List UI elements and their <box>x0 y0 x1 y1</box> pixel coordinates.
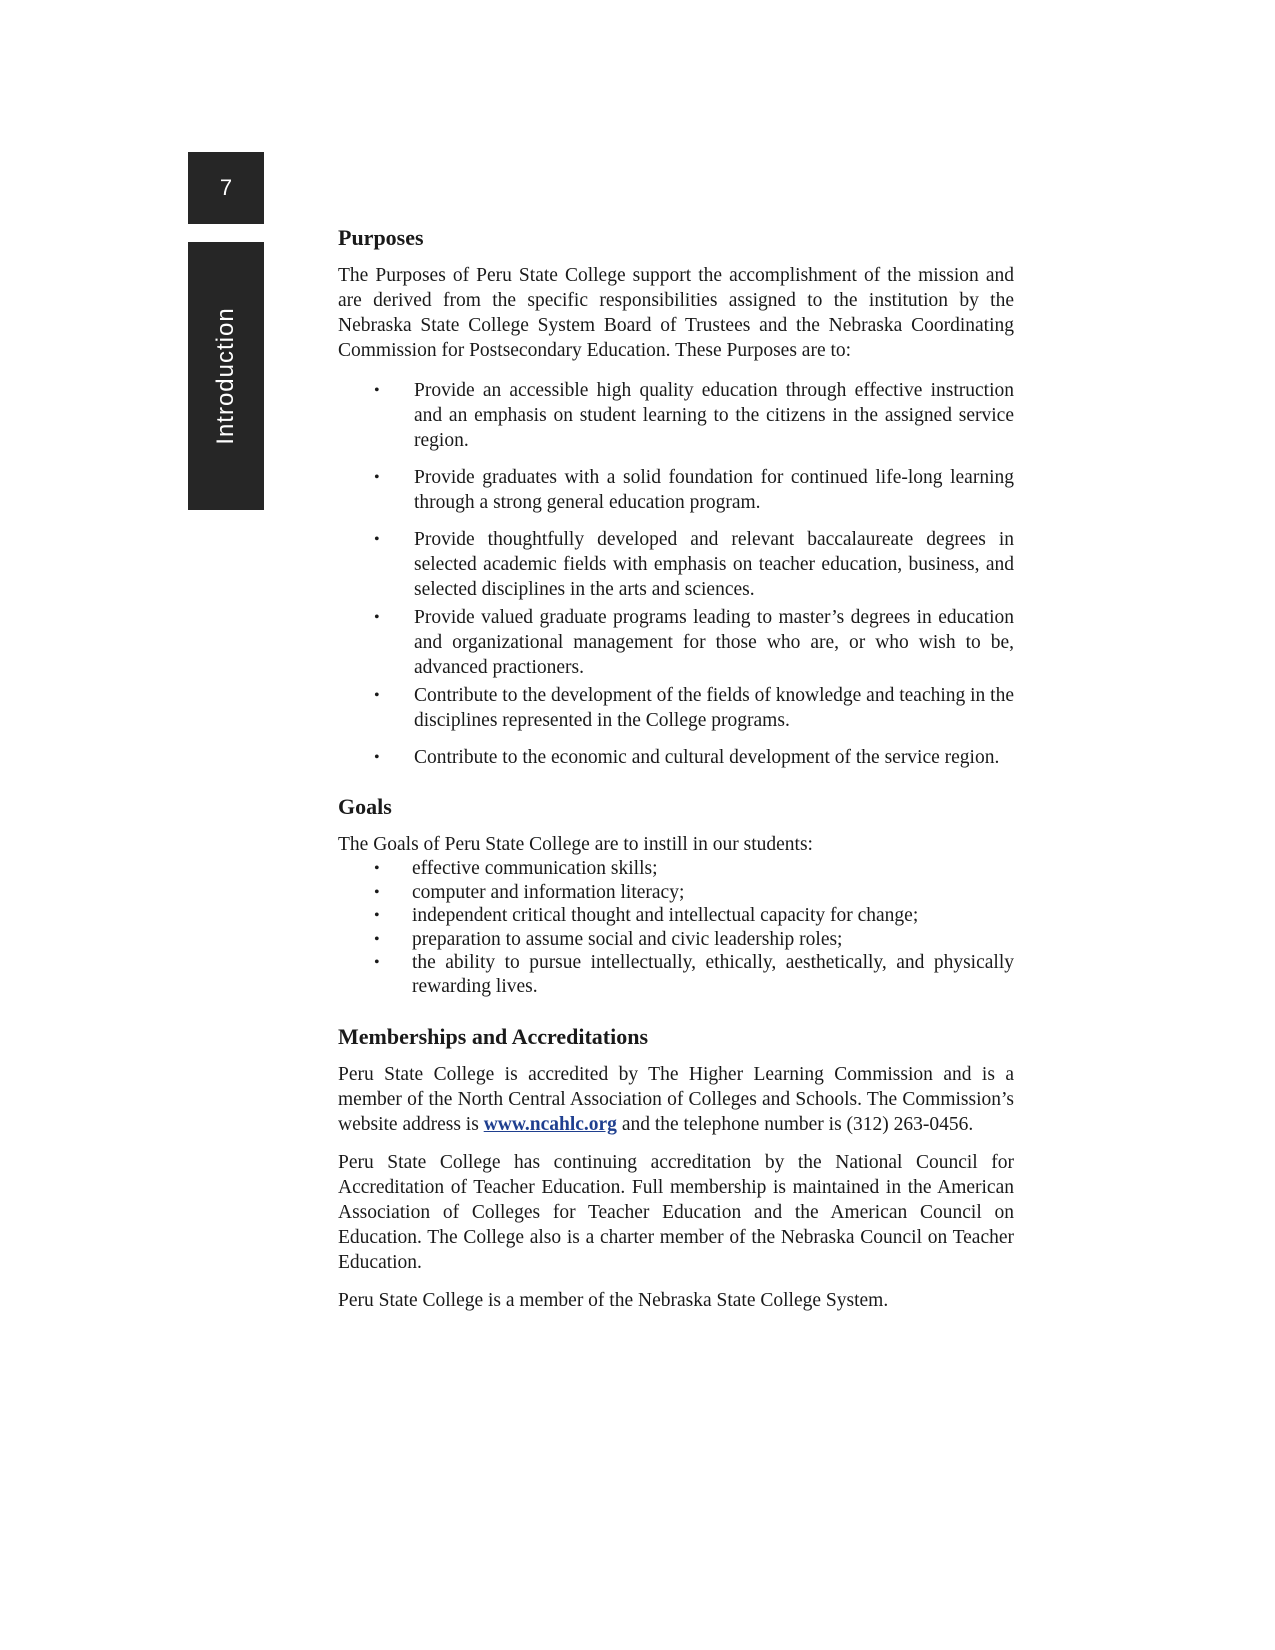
ncahlc-website-link[interactable]: www.ncahlc.org <box>483 1114 617 1135</box>
goals-intro: The Goals of Peru State College are to instill in our students: <box>338 834 813 855</box>
list-item: • computer and information literacy; <box>338 881 1014 905</box>
list-item: • effective communication skills; <box>338 857 1014 881</box>
section-tab <box>188 242 264 510</box>
list-item: • Contribute to the development of the fields of knowledge and teaching in the disciplines represented in the College programs. <box>338 683 1014 733</box>
page-number-tab <box>188 152 264 224</box>
memberships-heading: Memberships and Accreditations <box>338 1024 649 1049</box>
purposes-heading: Purposes <box>338 225 424 250</box>
memberships-paragraph-3: Peru State College is a member of the Nebraska State College System. <box>338 1290 889 1311</box>
memberships-text: and the telephone number is (312) 263-0456. <box>616 1114 974 1135</box>
memberships-paragraph-1 <box>338 1062 1014 1137</box>
list-item: • Provide graduates with a solid foundation for continued life-long learning through a strong general education program. <box>338 465 1014 515</box>
purposes-intro: The Purposes of Peru State College support the accomplishment of the mission and are derived from the specific responsibilities assigned to the institution by the Nebraska State College System Board of Trustees and the Nebraska Coordinating Commission for Postsecondary Education. These Purposes are to: <box>338 265 1014 361</box>
list-item: • independent critical thought and intellectual capacity for change; <box>338 904 1014 928</box>
purposes-list <box>338 378 1014 770</box>
section-tab-label: Introduction <box>212 307 239 445</box>
list-item: • Provide an accessible high quality education through effective instruction and an emphasis on student learning to the citizens in the assigned service region. <box>338 378 1014 453</box>
memberships-text: Peru State College is accredited by The Higher Learning Commission and is a member of the North Central Association of Colleges and Schools. The Commission’s website address is <box>338 1064 1014 1135</box>
page-content <box>338 225 1014 1313</box>
list-item: • Provide thoughtfully developed and relevant baccalaureate degrees in selected academic fields with emphasis on teacher education, business, and selected disciplines in the arts and sciences. <box>338 527 1014 602</box>
page-number: 7 <box>219 175 233 200</box>
list-item: • the ability to pursue intellectually, ethically, aesthetically, and physically rewarding lives. <box>338 951 1014 998</box>
list-item: • preparation to assume social and civic leadership roles; <box>338 928 1014 952</box>
goals-list <box>338 857 1014 998</box>
memberships-paragraph-2: Peru State College has continuing accreditation by the National Council for Accreditation of Teacher Education. Full membership is maintained in the American Association of Colleges for Teacher Education and the American Council on Education. The College also is a charter member of the Nebraska Council on Teacher Education. <box>338 1152 1014 1273</box>
goals-heading: Goals <box>338 794 392 819</box>
list-item: • Provide valued graduate programs leading to master’s degrees in education and organizational management for those who are, or who wish to be, advanced practioners. <box>338 605 1014 680</box>
list-item: • Contribute to the economic and cultural development of the service region. <box>338 745 1014 770</box>
